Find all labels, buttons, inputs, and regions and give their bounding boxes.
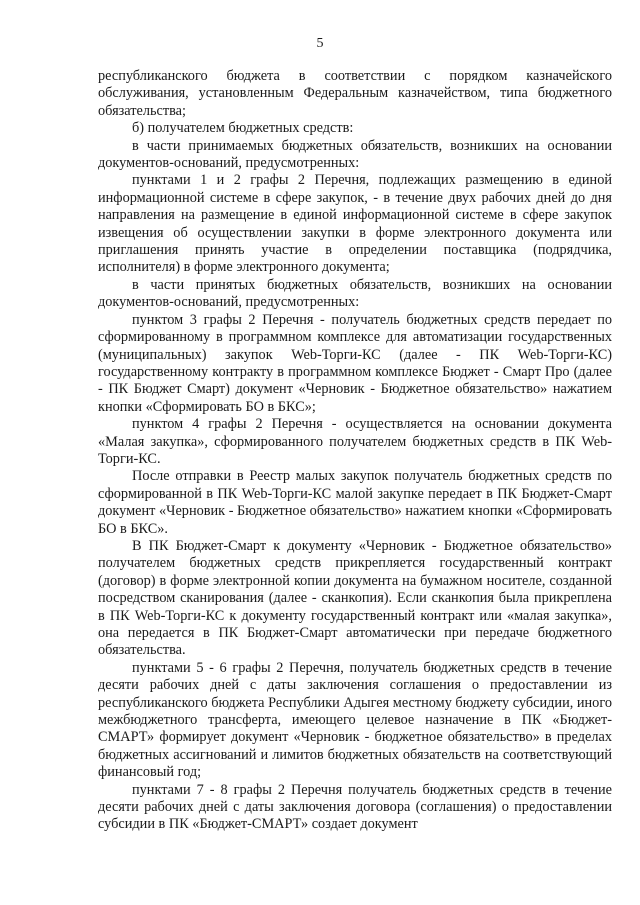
paragraph: пунктами 5 - 6 графы 2 Перечня, получатель бюджетных средств в течение десяти рабочих дней с даты заключения соглашения о предоставлении из республиканского бюджета Республики Адыгея местному бюджету субсидии, иного межбюджетного трансферта, имеющего целевое назначение в ПК «Бюджет-СМАРТ» формирует документ «Черновик - бюджетное обязательство» в пределах бюджетных ассигнований и лимитов бюджетных обязательств на соответствующий финансовый год; (98, 659, 612, 781)
paragraph: В ПК Бюджет-Смарт к документу «Черновик - Бюджетное обязательство» получателем бюджетных средств прикрепляется государственный контракт (договор) в форме электронной копии документа на бумажном носителе, созданной посредством сканирования (далее - сканкопия). Если сканкопия была прикреплена в ПК Web-Торги-КС к документу государственный контракт или «малая закупка», она передается в ПК Бюджет-Смарт автоматически при передаче бюджетного обязательства. (98, 537, 612, 659)
document-body (98, 68, 612, 834)
paragraph: в части принимаемых бюджетных обязательств, возникших на основании документов-оснований, предусмотренных: (98, 137, 612, 172)
paragraph: б) получателем бюджетных средств: (132, 120, 354, 137)
paragraph: пунктами 7 - 8 графы 2 Перечня получатель бюджетных средств в течение десяти рабочих дней с даты заключения договора (соглашения) о предоставлении субсидии в ПК «Бюджет-СМАРТ» создает документ (98, 781, 612, 833)
paragraph: в части принятых бюджетных обязательств, возникших на основании документов-оснований, предусмотренных: (98, 276, 612, 311)
paragraph: пунктом 4 графы 2 Перечня - осуществляется на основании документа «Малая закупка», сформированного получателем бюджетных средств в ПК Web-Торги-КС. (98, 416, 612, 467)
page-number: 5 (316, 36, 324, 51)
paragraph: пунктом 3 графы 2 Перечня - получатель бюджетных средств передает по сформированному в программном комплексе для автоматизации государственных (муниципальных) закупок Web-Торги-КС (далее - ПК Web-Торги-КС) государственному контракту в программном комплексе Бюджет - Смарт Про (далее - ПК Бюджет Смарт) документ «Черновик - Бюджетное обязательство» нажатием кнопки «Сформировать БО в БКС»; (98, 311, 612, 415)
paragraph: республиканского бюджета в соответствии с порядком казначейского обслуживания, установленным Федеральным казначейством, типа бюджетного обязательства; (98, 68, 612, 119)
paragraph: После отправки в Реестр малых закупок получатель бюджетных средств по сформированной в ПК Web-Торги-КС малой закупке передает в ПК Бюджет-Смарт документ «Черновик - Бюджетное обязательство» нажатием кнопки «Сформировать БО в БКС». (98, 468, 612, 537)
paragraph: пунктами 1 и 2 графы 2 Перечня, подлежащих размещению в единой информационной системе в сфере закупок, - в течение двух рабочих дней до дня направления на размещение в единой информационной системе в сфере закупок извещения об осуществлении закупки в форме электронного документа или приглашения принять участие в определении поставщика (подрядчика, исполнителя) в форме электронного документа; (98, 172, 612, 276)
